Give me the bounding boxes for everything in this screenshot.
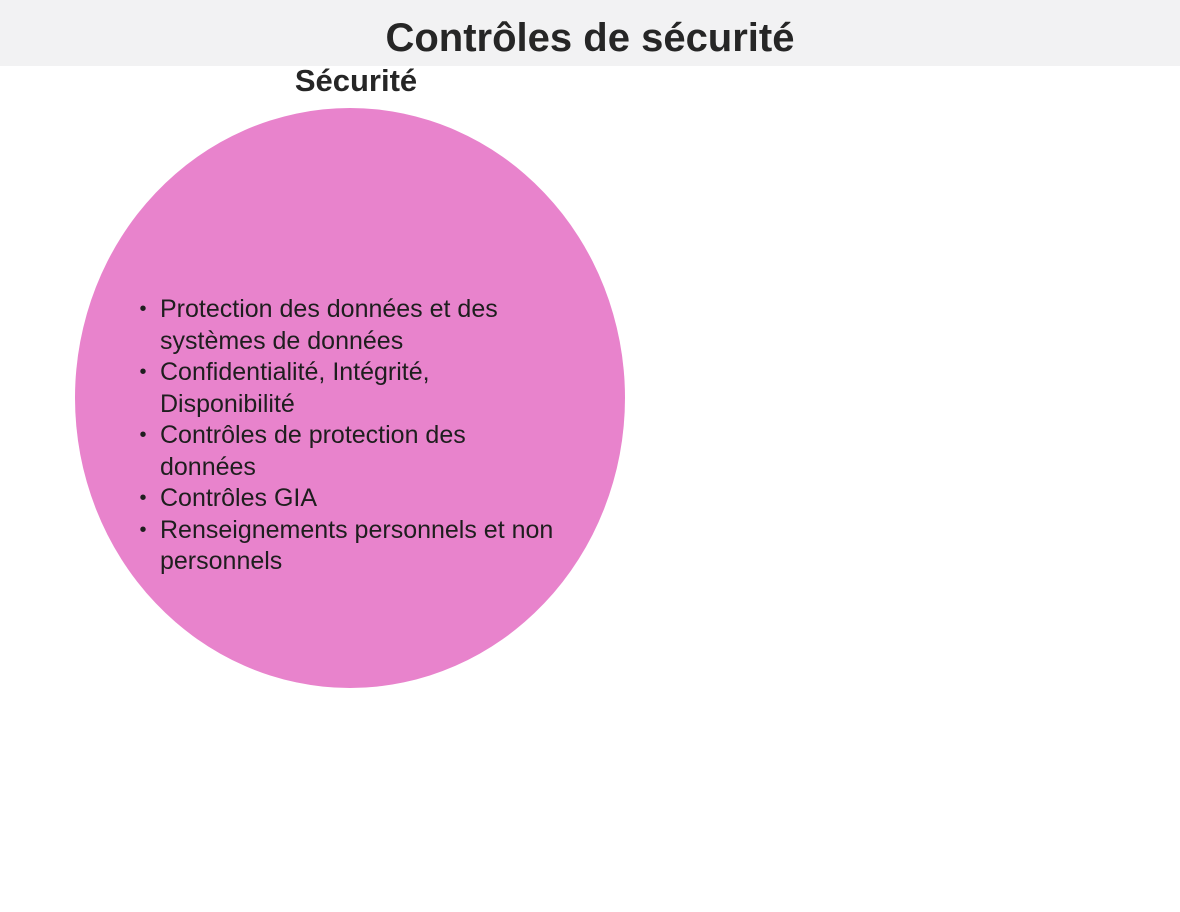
circle-bullet-list: [136, 294, 556, 578]
list-item-text: Contrôles GIA: [160, 484, 318, 512]
bullet-dot-icon: •: [139, 298, 147, 320]
bullet-dot-icon: •: [139, 518, 147, 541]
list-item: [136, 420, 556, 483]
list-item-text: Protection des données et des systèmes de données: [160, 295, 498, 355]
bullet-dot-icon: •: [139, 487, 147, 509]
title-bar: [0, 0, 1180, 66]
bullet-dot-icon: •: [139, 361, 147, 383]
list-item: [136, 483, 556, 515]
list-item-text: Contrôles de protection des données: [160, 421, 466, 481]
list-item: [136, 294, 556, 357]
circle-title: Sécurité: [294, 63, 418, 98]
list-item: [136, 357, 556, 420]
list-item: [136, 515, 556, 578]
page-title: Contrôles de sécurité: [385, 16, 795, 60]
list-item-text: Confidentialité, Intégrité, Disponibilité: [160, 358, 430, 418]
list-item-text: Renseignements personnels et non personnels: [160, 515, 554, 575]
bullet-dot-icon: •: [139, 424, 147, 446]
